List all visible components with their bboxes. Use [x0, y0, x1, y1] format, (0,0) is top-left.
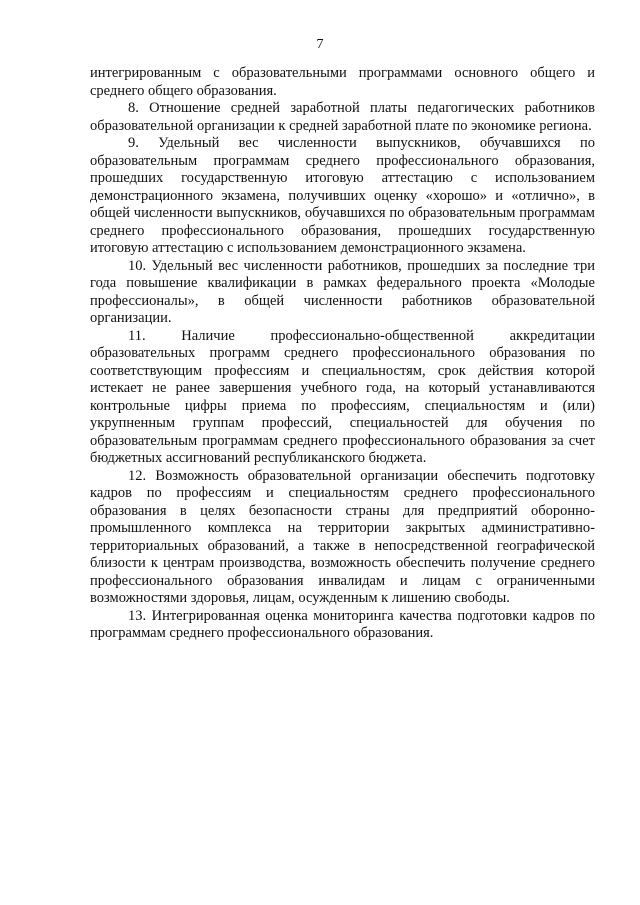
paragraph-item-10: 10. Удельный вес численности работников, прошедших за последние три года повышение квалификации в рамках федерального проекта «Молодые профессионалы», в общей численности работников образовательной организации. — [90, 257, 595, 326]
paragraph-item-13: 13. Интегрированная оценка мониторинга качества подготовки кадров по программам среднего профессионального образования. — [90, 607, 595, 641]
paragraph-continuation: интегрированным с образовательными программами основного общего и среднего общего образования. — [90, 65, 595, 99]
paragraph-item-12: 12. Возможность образовательной организации обеспечить подготовку кадров по профессиям и специальностям среднего профессионального образования в целях безопасности страны для предприятий оборонно-промышленного комплекса на территории закрытых административно-территориальных образований, а также в непосредственной географической близости к центрам производства, возможность обеспечить получение среднего профессионального образования инвалидам и лицам с ограниченными возможностями здоровья, лицам, осужденным к лишению свободы. — [90, 467, 595, 606]
document-body — [90, 65, 595, 643]
paragraph-item-9: 9. Удельный вес численности выпускников, обучавшихся по образовательным программам среднего профессионального образования, прошедших государственную итоговую аттестацию с использованием демонстрационного экзамена, получивших оценку «хорошо» и «отлично», в общей численности выпускников, обучавшихся по образовательным программам среднего профессионального образования, прошедших государственную итоговую аттестацию с использованием демонстрационного экзамена. — [90, 135, 595, 256]
paragraph-item-8: 8. Отношение средней заработной платы педагогических работников образовательной организации к средней заработной плате по экономике региона. — [90, 100, 595, 134]
paragraph-item-11: 11. Наличие профессионально-общественной аккредитации образовательных программ среднего профессионального образования по соответствующим профессиям и специальностям, срок действия которой истекает не ранее завершения учебного года, на который устанавливаются контрольные цифры приема по профессиям, специальностям и (или) укрупненным группам профессий, специальностей для обучения по образовательным программам среднего профессионального образования за счет бюджетных ассигнований республиканского бюджета. — [90, 327, 595, 466]
page-number: 7 — [316, 37, 324, 52]
